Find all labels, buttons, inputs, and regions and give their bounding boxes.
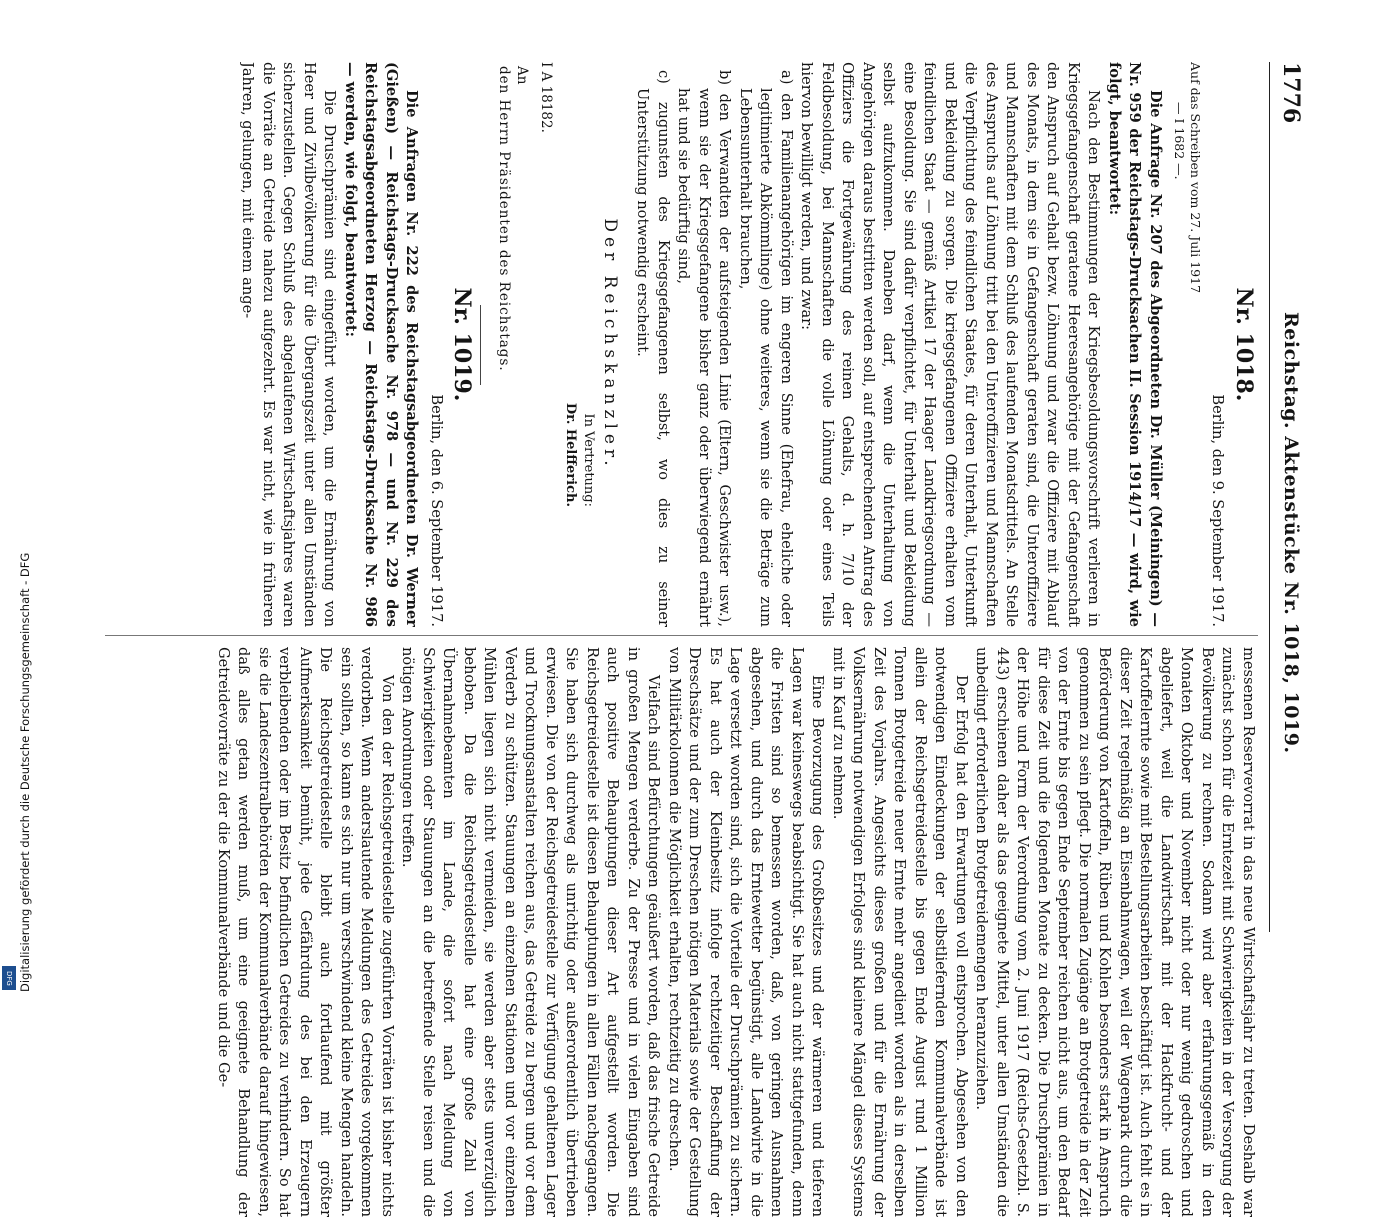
doc-1019-paragraph-1: Die Druschprämien sind eingeführt worden, um die Ernährung von Heer und Zivilbevölkerung für die Übergangszeit unter allen Umständen sicherzustellen. Gegen Schluß des abgelaufenen Wirtschaftsjahres waren die Vorräte an Getreide nahezu aufgezehrt. Es war nicht, wie in früheren Jahren, gelungen, mit einem ange- xyxy=(239,62,339,627)
addressee-line-1: An xyxy=(514,66,531,85)
page-header xyxy=(1269,62,1310,932)
left-column xyxy=(85,62,1258,627)
page-number: 1776 xyxy=(1278,62,1304,124)
addressee-line-2: den Herrn Präsidenten des Reichstags. xyxy=(496,66,513,372)
section-divider xyxy=(481,305,482,385)
right-column xyxy=(85,647,1258,1217)
digitization-credit xyxy=(0,0,32,1000)
doc-1018-item-c: c) zugunsten des Kriegsgefangenen selbst, wo dies zu seiner Unterstützung notwendig erscheint. xyxy=(634,70,672,627)
signature-name: Dr. Helfferich. xyxy=(563,402,579,507)
reference-line-2: — I 1682 —. xyxy=(1172,102,1187,180)
signature-title: Der Reichskanzler. xyxy=(600,218,620,471)
column-divider xyxy=(105,635,1258,636)
credit-text: Digitalisierung gefördert durch die Deutsche Forschungsgemeinschaft - DFG xyxy=(18,552,32,992)
addressee xyxy=(496,62,532,627)
doc-1018-body: Nach den Bestimmungen der Kriegsbesoldungsvorschrift verlieren in Kriegsgefangenschaft geratene Heeresangehörige mit der Gefangenschaft den Anspruch auf Gehalt bezw. Löhnung und zwar die Offiziere mit Ablauf des Monats, in dem sie in Gefangenschaft geraten sind, die Unteroffiziere und Mannschaften mit dem Schluß des laufenden Monatsdrittels. An Stelle des Anspruchs auf Löhnung tritt bei den Unteroffizieren und Mannschaften die Verpflichtung des feindlichen Staates, für deren Unterhalt, Unterkunft und Bekleidung zu sorgen. Die kriegsgefangenen Offiziere erhalten vom feindlichen Staat — gemäß Artikel 17 der Haager Landkriegsordnung — eine Besoldung. Sie sind dafür verpflichtet, für Unterhalt und Bekleidung selbst aufzukommen. Daneben darf, wenn die Unterhaltung von Angehörigen daraus bestritten werden soll, auf entsprechenden Antrag des Offiziers die Fortgewährung des reinen Gehalts, d. h. 7/10 der Feldbesoldung, bei Mannschaften die volle Löhnung oder eines Teils hiervon bewilligt werden, und zwar: xyxy=(798,62,1103,627)
doc-1018-reference xyxy=(1171,62,1203,627)
doc-1018-dateline: Berlin, den 9. September 1917. xyxy=(1209,394,1227,627)
doc-1019-paragraph-2: messenen Reservevorrat in das neue Wirtschaftsjahr zu treten. Deshalb war zunächst schon für die Erntezeit mit Schwierigkeiten in der Versorgung der Bevölkerung zu rechnen. Sodann wird aber erfahrungsgemäß in den Monaten Oktober und November nicht oder nur wenig gedroschen und abgeliefert, weil die Landwirtschaft mit der Hackfrucht- und der Kartoffelernte sowie mit Bestellungsarbeiten beschäftigt ist. Auch fehlt es in dieser Zeit regelmäßig an Eisenbahnwagen, weil der Wagenpark durch die Beförderung von Kartoffeln, Rüben und Kohlen besonders stark in Anspruch genommen zu sein pflegt. Die normalen Zugänge an Brotgetreide in der Zeit von der Ernte bis gegen Ende September reichen nicht aus, um den Bedarf für diese Zeit und die folgenden Monate zu decken. Die Druschprämien in der Höhe und Form der Verordnung vom 2. Juni 1917 (Reichs-Gesetzbl. S. 443) erschienen daher als das geeignete Mittel, unter allen Umständen die unbedingt erforderlichen Brotgetreidemengen heranzuziehen. xyxy=(973,647,1257,1217)
doc-1018-item-b: b) den Verwandten der aufsteigenden Linie (Eltern, Geschwister usw.), wenn sie der Kriegsgefangene bisher ganz oder überwiegend ernährt hat und sie bedürftig sind, xyxy=(675,70,734,627)
doc-1019-paragraph-5: Vielfach sind Befürchtungen geäußert worden, daß das frische Getreide in großen Mengen verderbe. Zu der Presse und in vielen Eingaben sind auch positive Behauptungen dieser Art aufgestellt worden. Die Reichsgetreidestelle ist diesen Behauptungen in allen Fällen nachgegangen. Sie haben sich durchweg als unrichtig oder außerordentlich übertrieben erwiesen. Die von der Reichsgetreidestelle zur Verfügung gehaltenen Lager und Trocknungsanstalten reichen aus, das Getreide zu bergen und vor dem Verderb zu schützen. Stauungen an einzelnen Stationen und vor einzelnen Mühlen liegen sich nicht vermeiden, sie werden aber stets unverzüglich behoben. Da die Reichsgetreidestelle hat eine große Zahl von Übernahmebeamten im Lande, die sofort nach Meldung von Schwierigkeiten oder Stauungen an die betreffende Stelle reisen und die nötigen Anordnungen treffen. xyxy=(399,647,663,1217)
doc-1019-number: Nr. 1019. xyxy=(449,287,476,402)
file-number: I A 18182. xyxy=(538,62,555,133)
dfg-logo-icon: DFG xyxy=(2,966,16,990)
doc-1019-intro: Die Anfragen Nr. 222 des Reichstagsabgeordneten Dr. Werner (Gießen) — Reichstags-Drucksache Nr. 978 — und Nr. 229 des Reichstagsabgeordneten Herzog — Reichstags-Drucksache Nr. 986 — werden, wie folgt, beantwortet: xyxy=(342,62,421,627)
doc-1019-paragraph-6: Von den der Reichsgetreidestelle zugeführten Vorräten ist bisher nichts verdorben. Wenn anderslautende Meldungen des Getreides vorgekommen sein sollten, so kann es sich nur um verschwindend kleine Mengen handeln. Die Reichsgetreidestelle bleibt auch fortlaufend mit größter Aufmerksamkeit bemüht, jede Gefährdung des bei den Erzeugern verbleibenden oder im Besitz befindlichen Getreides zu verhindern. So hat sie die Landeszentralbehörden der Kommunalverbände darauf hingewiesen, daß alles getan werden muß, um eine geeignete Behandlung der Getreidevorräte zu der die Kommunalverbände und die Ge- xyxy=(215,647,396,1217)
doc-1018-intro: Die Anfrage Nr. 207 des Abgeordneten Dr. Müller (Meiningen) — Nr. 959 der Reichstags-Drucksachen II. Session 1914/17 — wird, wie folgt, beantwortet: xyxy=(1106,62,1164,627)
doc-1019-paragraph-4: Eine Bevorzugung des Großbesitzes und der wärmeren und tieferen Lagen war keineswegs beabsichtigt. Sie hat auch nicht stattgefunden, denn die Fristen sind so bemessen worden, daß, von geringen Ausnahmen abgesehen, und durch das Erntewetter begünstigt, alle Landwirte in die Lage versetzt worden sind, sich die Vorteile der Druschprämien zu sichern. Es hat auch der Kleinbesitz infolge rechtzeitiger Beschaffung der Dreschsätze und der zum Dreschen nötigen Materials sowie der Gestellung von Militärkolonnen die Möglichkeit erhalten, rechtzeitig zu dreschen. xyxy=(666,647,827,1217)
doc-1018-item-a: a) den Familienangehörigen im engeren Sinne (Ehefrau, eheliche oder legitimierte Abkömmlinge) ohne weiteres, wenn sie die Beträge zum Lebensunterhalt brauchen, xyxy=(737,70,795,627)
running-title: Reichstag. Aktenstücke Nr. 1018, 1019. xyxy=(1280,312,1302,754)
reference-line-1: Auf das Schreiben vom 27. Juli 1917 xyxy=(1188,62,1203,294)
doc-1018-number: Nr. 1018. xyxy=(1231,287,1257,402)
signature-deputy: In Vertretung: xyxy=(581,413,597,507)
document-page xyxy=(85,62,1310,1217)
doc-1019-dateline: Berlin, den 6. September 1917. xyxy=(428,394,445,627)
doc-1019-paragraph-3: Der Erfolg hat den Erwartungen voll entsprochen. Abgesehen von den notwendigen Eindeckungen der selbstliefernden Kommunalverbände ist allein der Reichsgetreidestelle bis gegen Ende August rund 1 Million Tonnen Brotgetreide neuer Ernte mehr angedient worden als in derselben Zeit des Vorjahrs. Angesichts dieses großen und für die Ernährung der Volksernährung notwendigen Erfolges sind kleinere Mängel dieses Systems mit in Kauf zu nehmen. xyxy=(830,647,970,1217)
